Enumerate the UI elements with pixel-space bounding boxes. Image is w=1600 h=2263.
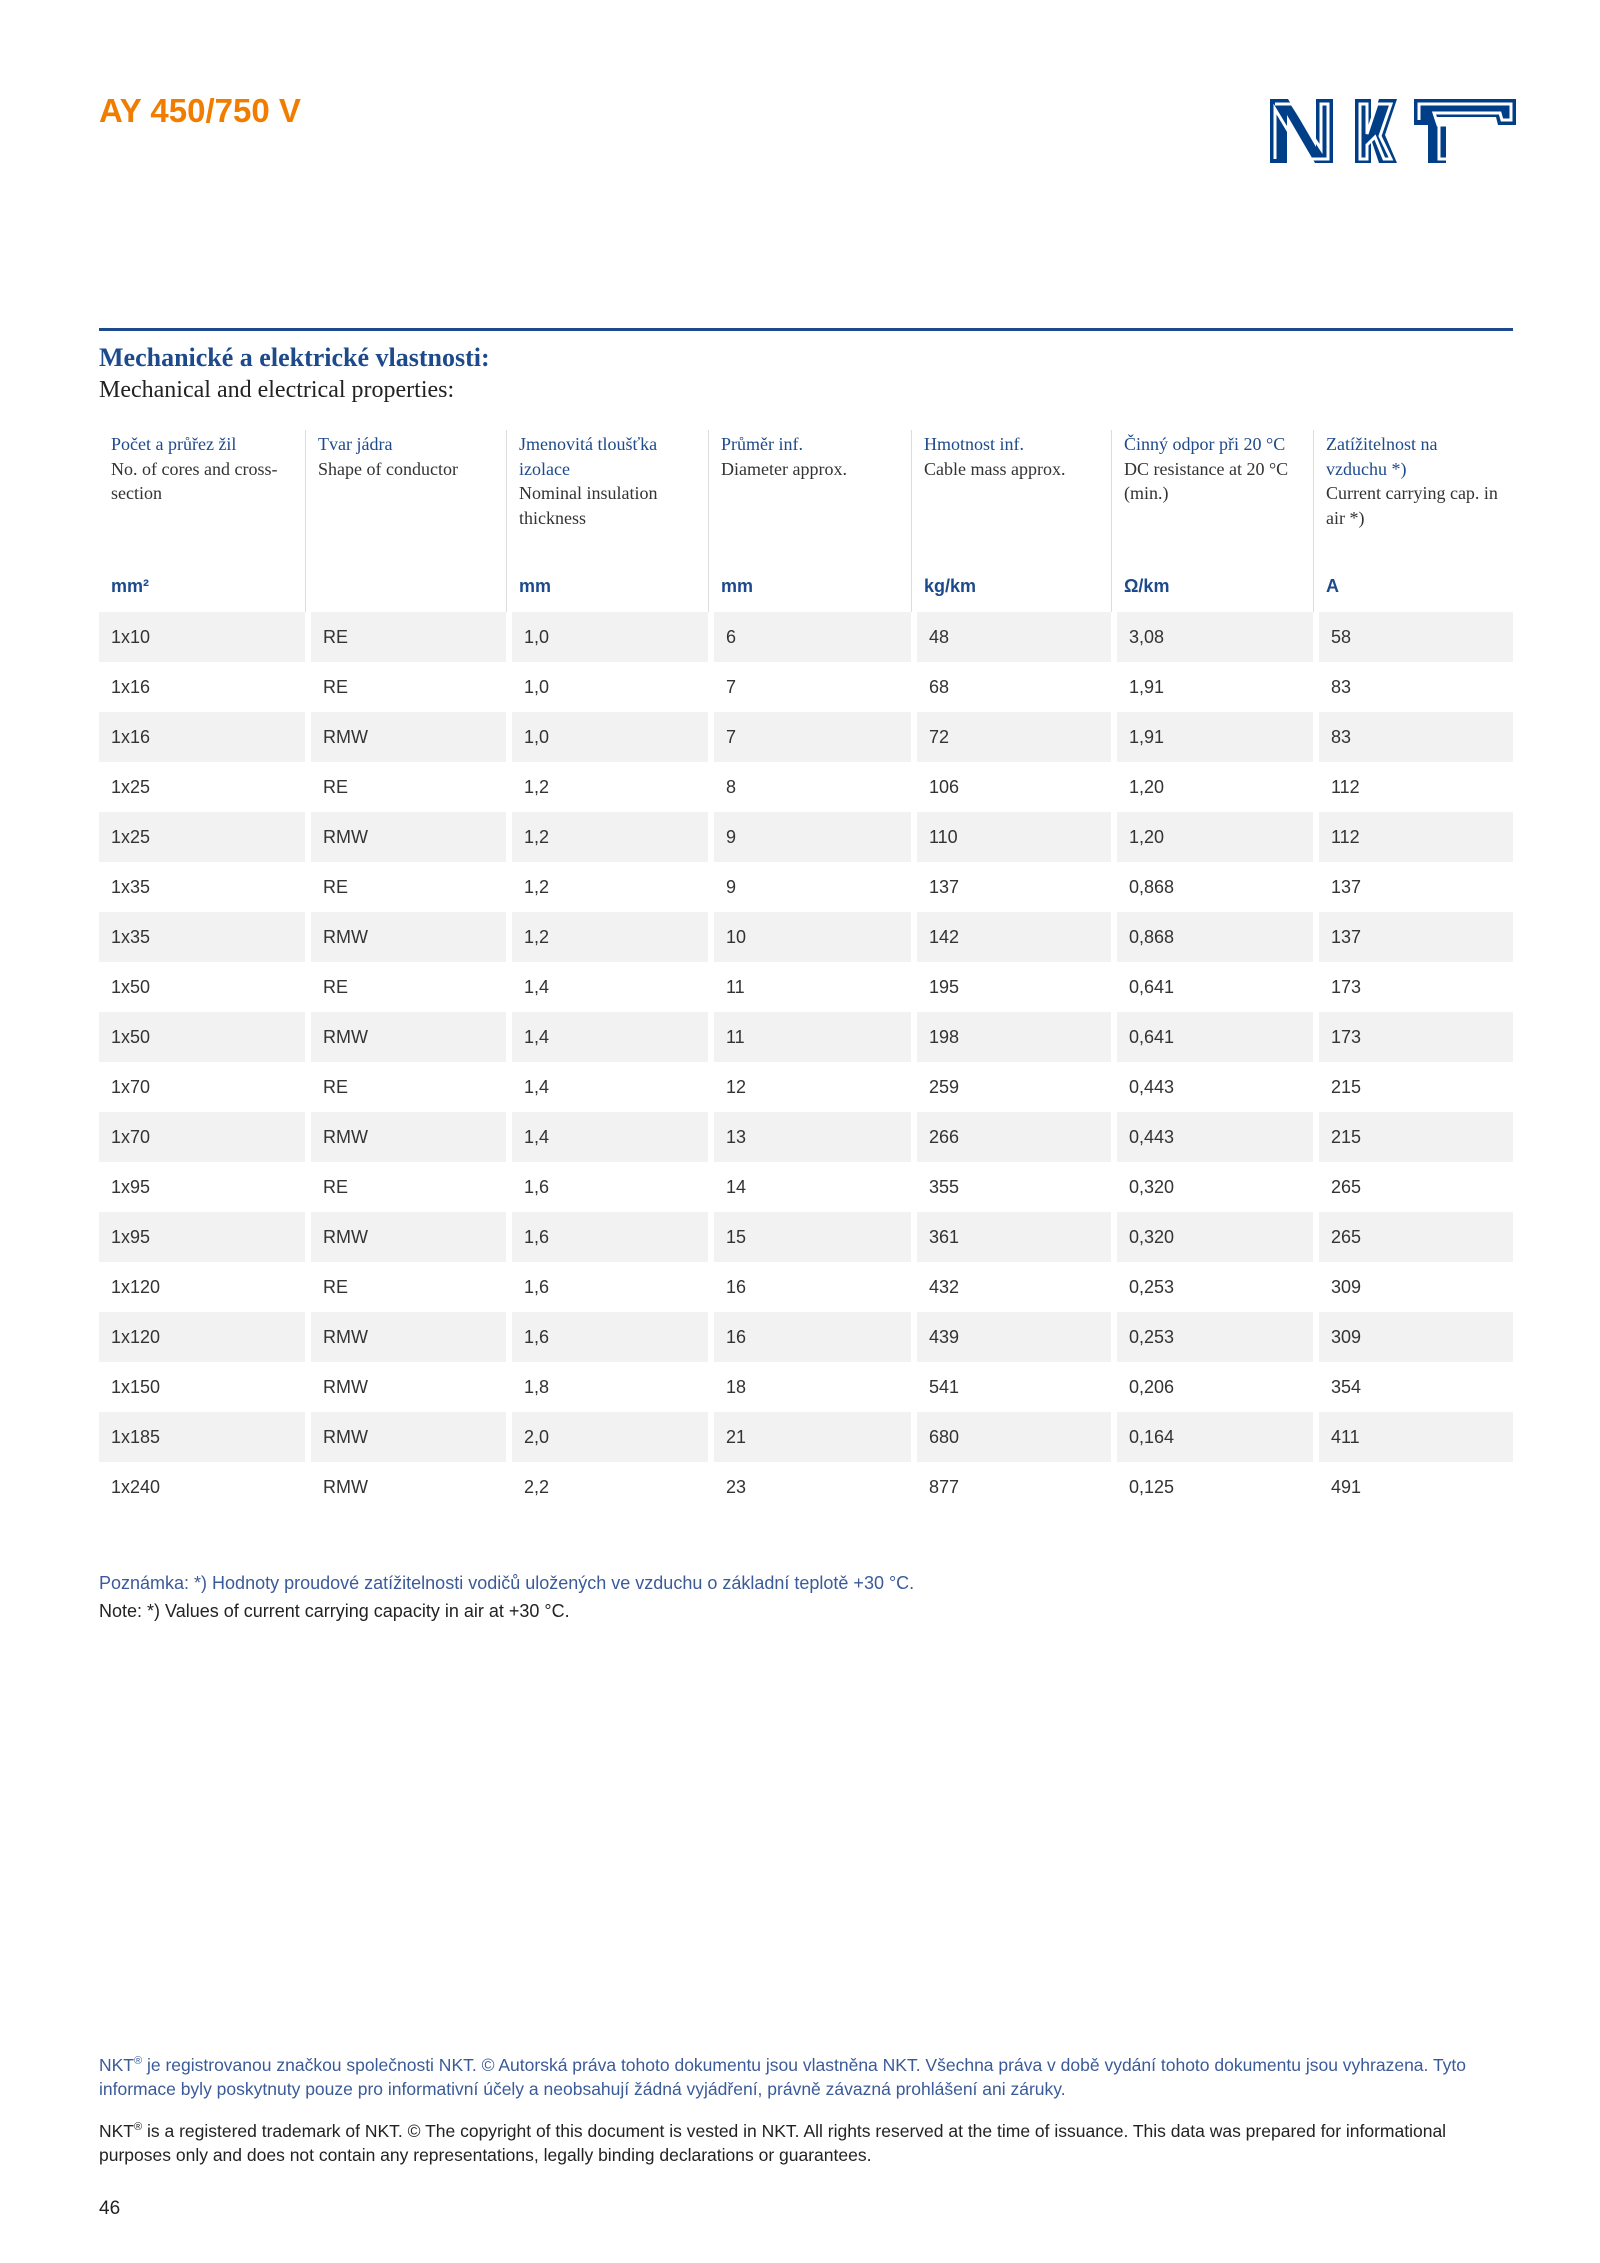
table-cell: 0,641 xyxy=(1111,962,1313,1012)
column-header-cz: Jmenovitá tloušťka izolace xyxy=(519,434,658,479)
table-cell: RE xyxy=(305,1262,506,1312)
table-cell: 1,4 xyxy=(506,1062,708,1112)
table-cell: 1,8 xyxy=(506,1362,708,1412)
table-cell: 14 xyxy=(708,1162,911,1212)
table-cell: 1,6 xyxy=(506,1312,708,1362)
table-cell: 11 xyxy=(708,1012,911,1062)
column-header-en: Diameter approx. xyxy=(721,458,847,479)
table-cell: 1x25 xyxy=(99,812,305,862)
column-header xyxy=(305,430,506,560)
column-header-cz: Průměr inf. xyxy=(721,434,803,454)
column-header-en: DC resistance at 20 °C (min.) xyxy=(1124,458,1289,503)
table-cell: 354 xyxy=(1313,1362,1513,1412)
table-cell: 215 xyxy=(1313,1112,1513,1162)
table-cell: 1,20 xyxy=(1111,812,1313,862)
disclaimer-en-text: is a registered trademark of NKT. © The copyright of this document is vested in NKT. All rights reserved at the time of issuance. This data was prepared for informational purposes only and does not contain any representations, legally binding declarations or guarantees. xyxy=(99,2120,1447,2165)
table-cell: 1x25 xyxy=(111,776,151,797)
nkt-logo xyxy=(1270,99,1516,163)
table-cell: 215 xyxy=(1313,1062,1513,1112)
table-cell: 0,868 xyxy=(1111,912,1313,962)
table-cell: 1x120 xyxy=(99,1312,305,1362)
column-header xyxy=(506,430,708,560)
table-cell: RMW xyxy=(305,812,506,862)
table-cell: 15 xyxy=(708,1212,911,1262)
table-cell: RE xyxy=(305,612,506,662)
header-row xyxy=(99,430,1513,560)
column-unit: Ω/km xyxy=(1111,560,1313,612)
table-cell: RE xyxy=(305,1062,506,1112)
table-cell: 355 xyxy=(911,1162,1111,1212)
table-cell: 1,6 xyxy=(506,1262,708,1312)
table-cell: 0,320 xyxy=(1111,1162,1313,1212)
column-header xyxy=(99,430,305,560)
table-cell: 1,2 xyxy=(506,762,708,812)
table-cell: 1x150 xyxy=(111,1376,161,1397)
table-cell: 9 xyxy=(708,862,911,912)
table-cell: 1x95 xyxy=(111,1176,151,1197)
table-cell: 0,253 xyxy=(1111,1312,1313,1362)
table-cell: 6 xyxy=(708,612,911,662)
table-cell: 1x35 xyxy=(99,912,305,962)
table-cell: 137 xyxy=(1313,862,1513,912)
table-cell: 18 xyxy=(708,1362,911,1412)
table-cell: 142 xyxy=(911,912,1111,962)
table-cell: 1,0 xyxy=(506,612,708,662)
table-cell: 0,253 xyxy=(1111,1262,1313,1312)
table-cell: 195 xyxy=(911,962,1111,1012)
column-header xyxy=(1313,430,1513,560)
table-cell: RMW xyxy=(305,912,506,962)
table-row xyxy=(99,962,1513,1012)
table-cell: 266 xyxy=(911,1112,1111,1162)
table-cell: 1x50 xyxy=(111,976,151,997)
table-cell: 265 xyxy=(1313,1212,1513,1262)
properties-table xyxy=(99,430,1513,1512)
table-cell: RMW xyxy=(305,1212,506,1262)
table-cell: RE xyxy=(305,662,506,712)
table-cell: 309 xyxy=(1313,1262,1513,1312)
table-cell: 361 xyxy=(911,1212,1111,1262)
table-cell: 1,0 xyxy=(506,712,708,762)
table-cell: 0,443 xyxy=(1111,1112,1313,1162)
table-cell: 1x120 xyxy=(111,1276,161,1297)
brand: NKT xyxy=(99,2120,134,2141)
brand: NKT xyxy=(99,2054,134,2075)
column-header-en: Shape of conductor xyxy=(318,458,458,479)
table-row xyxy=(99,1112,1513,1162)
table-cell: 1,2 xyxy=(506,912,708,962)
table-cell: 13 xyxy=(708,1112,911,1162)
table-cell: 877 xyxy=(911,1462,1111,1512)
table-cell: 1,2 xyxy=(506,812,708,862)
table-cell: 10 xyxy=(708,912,911,962)
table-row xyxy=(99,1462,1513,1512)
table-cell: 1,91 xyxy=(1111,712,1313,762)
table-cell: RMW xyxy=(305,1362,506,1412)
table-cell: 1,0 xyxy=(506,662,708,712)
table-row xyxy=(99,1412,1513,1462)
table-row xyxy=(99,1062,1513,1112)
table-cell: 1x185 xyxy=(99,1412,305,1462)
column-header-cz: Počet a průřez žil xyxy=(111,434,237,454)
column-header-en: Cable mass approx. xyxy=(924,458,1066,479)
table-cell: 411 xyxy=(1313,1412,1513,1462)
note-en: Note: *) Values of current carrying capacity in air at +30 °C. xyxy=(99,1601,570,1621)
table-cell: 72 xyxy=(911,712,1111,762)
table-cell: 1,4 xyxy=(506,1112,708,1162)
table-cell: 11 xyxy=(708,962,911,1012)
column-header xyxy=(911,430,1111,560)
table-cell: 23 xyxy=(708,1462,911,1512)
registered-mark: ® xyxy=(134,2121,143,2133)
table-cell: 1,4 xyxy=(506,1012,708,1062)
table-cell: 1x10 xyxy=(99,612,305,662)
table-cell: 1x50 xyxy=(99,1012,305,1062)
table-cell: 3,08 xyxy=(1111,612,1313,662)
table-cell: 198 xyxy=(911,1012,1111,1062)
table-cell: 541 xyxy=(911,1362,1111,1412)
table-row xyxy=(99,762,1513,812)
table-cell: RE xyxy=(305,1162,506,1212)
table-cell: 680 xyxy=(911,1412,1111,1462)
table-row xyxy=(99,1212,1513,1262)
page-number: 46 xyxy=(99,2198,121,2219)
column-header-en: Nominal insulation thickness xyxy=(519,483,658,528)
note-cz: Poznámka: *) Hodnoty proudové zatížitelnosti vodičů uložených ve vzduchu o základní teplotě +30 °C. xyxy=(99,1573,915,1593)
table-cell: RMW xyxy=(305,1462,506,1512)
column-unit: mm xyxy=(506,560,708,612)
table-cell: 7 xyxy=(708,662,911,712)
column-unit: kg/km xyxy=(911,560,1111,612)
table-row xyxy=(99,612,1513,662)
column-unit: A xyxy=(1313,560,1513,612)
table-cell: RE xyxy=(305,862,506,912)
table-body xyxy=(99,612,1513,1512)
table-cell: 112 xyxy=(1313,762,1513,812)
table-cell: 0,868 xyxy=(1111,862,1313,912)
table-cell: 16 xyxy=(708,1262,911,1312)
table-cell: 491 xyxy=(1313,1462,1513,1512)
table-cell: 1x70 xyxy=(99,1112,305,1162)
table-cell: 0,164 xyxy=(1111,1412,1313,1462)
section-divider xyxy=(99,328,1513,331)
registered-mark: ® xyxy=(134,2055,143,2067)
table-cell: RE xyxy=(305,962,506,1012)
table-row xyxy=(99,662,1513,712)
table-cell: 21 xyxy=(708,1412,911,1462)
table-cell: 0,641 xyxy=(1111,1012,1313,1062)
table-row xyxy=(99,812,1513,862)
table-cell: 439 xyxy=(911,1312,1111,1362)
table-cell: 309 xyxy=(1313,1312,1513,1362)
column-header-en: Current carrying cap. in air *) xyxy=(1326,483,1498,528)
table-cell: 259 xyxy=(911,1062,1111,1112)
column-header xyxy=(708,430,911,560)
table-cell: 1,4 xyxy=(506,962,708,1012)
table-cell: RMW xyxy=(305,1312,506,1362)
table-cell: 58 xyxy=(1313,612,1513,662)
table-row xyxy=(99,1362,1513,1412)
table-cell: 2,0 xyxy=(506,1412,708,1462)
table-row xyxy=(99,1012,1513,1062)
table-cell: RMW xyxy=(305,1412,506,1462)
table-cell: 0,443 xyxy=(1111,1062,1313,1112)
table-cell: 265 xyxy=(1313,1162,1513,1212)
column-header-cz: Tvar jádra xyxy=(318,434,393,454)
table-cell: 8 xyxy=(708,762,911,812)
table-cell: 7 xyxy=(708,712,911,762)
table-cell: 12 xyxy=(708,1062,911,1112)
column-header-cz: Zatížitelnost na vzduchu *) xyxy=(1326,434,1438,479)
table-cell: 0,320 xyxy=(1111,1212,1313,1262)
table-cell: 137 xyxy=(911,862,1111,912)
table-row xyxy=(99,1312,1513,1362)
column-unit: mm xyxy=(708,560,911,612)
table-cell: 1x95 xyxy=(99,1212,305,1262)
table-cell: 9 xyxy=(708,812,911,862)
column-header-cz: Hmotnost inf. xyxy=(924,434,1025,454)
section-title-en: Mechanical and electrical properties: xyxy=(99,377,455,403)
table-cell: 1,91 xyxy=(1111,662,1313,712)
table-cell: 1,6 xyxy=(506,1212,708,1262)
table-cell: 48 xyxy=(911,612,1111,662)
table-cell: RMW xyxy=(305,712,506,762)
column-unit: mm² xyxy=(111,575,150,596)
table-cell: 2,2 xyxy=(506,1462,708,1512)
section-title-cz: Mechanické a elektrické vlastnosti: xyxy=(99,343,490,372)
table-cell: 110 xyxy=(911,812,1111,862)
table-cell: 1x240 xyxy=(111,1476,161,1497)
table-cell: 0,125 xyxy=(1111,1462,1313,1512)
table-row xyxy=(99,712,1513,762)
column-unit xyxy=(305,560,506,612)
table-cell: 83 xyxy=(1313,712,1513,762)
table-row xyxy=(99,1162,1513,1212)
table-cell: 16 xyxy=(708,1312,911,1362)
table-cell: 1x16 xyxy=(99,712,305,762)
column-header xyxy=(1111,430,1313,560)
table-cell: 137 xyxy=(1313,912,1513,962)
table-cell: 1x35 xyxy=(111,876,151,897)
column-header-cz: Činný odpor při 20 °C xyxy=(1124,434,1286,454)
table-cell: 83 xyxy=(1313,662,1513,712)
table-cell: 68 xyxy=(911,662,1111,712)
table-cell: 173 xyxy=(1313,1012,1513,1062)
table-cell: 1,6 xyxy=(506,1162,708,1212)
table-cell: 1,20 xyxy=(1111,762,1313,812)
table-cell: 432 xyxy=(911,1262,1111,1312)
table-cell: 1x70 xyxy=(111,1076,151,1097)
table-cell: 0,206 xyxy=(1111,1362,1313,1412)
document-title: AY 450/750 V xyxy=(99,92,301,129)
footer-disclaimer-cz xyxy=(99,2049,1519,2101)
table-row xyxy=(99,862,1513,912)
table-cell: 173 xyxy=(1313,962,1513,1012)
disclaimer-cz-text: je registrovanou značkou společnosti NKT. © Autorská práva tohoto dokumentu jsou vlastněna NKT. Všechna práva v době vydání tohoto dokumentu jsou vyhrazena. Tyto informace byly poskytnuty pouze pro informativní účely a neobsahují žádná vyjádření, právně závazná prohlášení ani záruky. xyxy=(99,2054,1467,2099)
table-row xyxy=(99,1262,1513,1312)
table-cell: RMW xyxy=(305,1012,506,1062)
table-cell: 1x16 xyxy=(111,676,151,697)
table-cell: 106 xyxy=(911,762,1111,812)
table-cell: 1,2 xyxy=(506,862,708,912)
footer-disclaimer-en xyxy=(99,2115,1519,2167)
unit-row xyxy=(99,560,1513,612)
table-cell: RE xyxy=(305,762,506,812)
column-header-en: No. of cores and cross-section xyxy=(111,458,278,503)
table-cell: RMW xyxy=(305,1112,506,1162)
table-cell: 112 xyxy=(1313,812,1513,862)
table-row xyxy=(99,912,1513,962)
